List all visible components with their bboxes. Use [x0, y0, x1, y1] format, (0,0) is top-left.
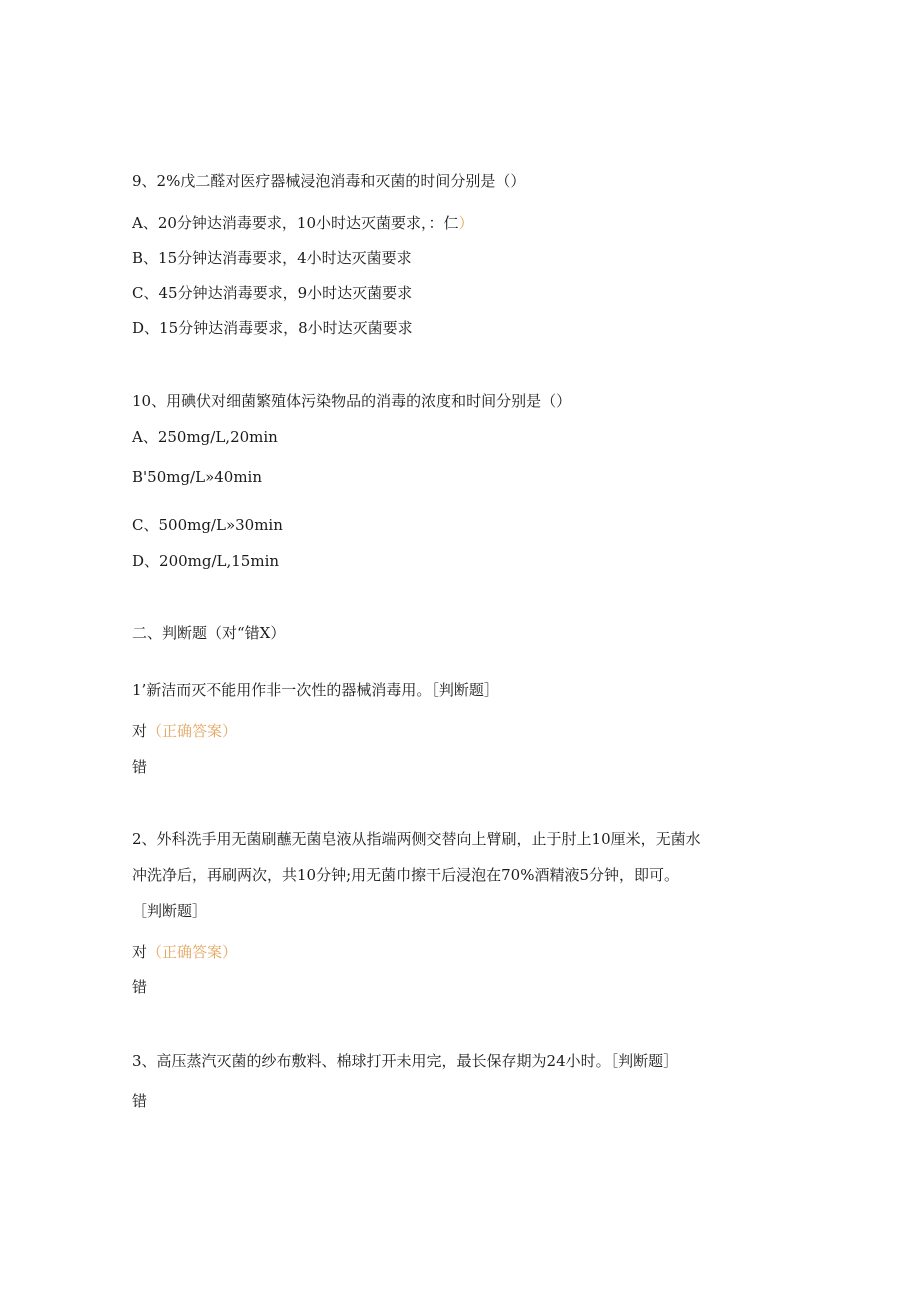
tf2-true-option	[132, 942, 237, 962]
q9-question: 9、2%戊二醛对医疗器械浸泡消毒和灭菌的时间分别是（）	[132, 172, 526, 190]
q10-option-a: A、250mg/L,20min	[132, 428, 278, 446]
tf2-true-label: 对	[132, 943, 148, 961]
q10-option-b: B'50mg/L»40min	[132, 468, 263, 486]
tf1-question: 1’新洁而灭不能用作非一次性的器械消毒用。［判断题］	[132, 681, 499, 699]
q9-option-a-text: A、20分钟达消毒要求，10小时达灭菌要求，：仁	[132, 214, 459, 232]
tf2-question-line2: 冲洗净后，再刷两次，共10分钟;用无菌巾擦干后浸泡在70%酒精液5分钟，即可。	[132, 866, 680, 884]
tf2-question-line1: 2、外科洗手用无菌刷蘸无菌皂液从指端两侧交替向上臂刷，止于肘上10厘米，无菌水	[132, 830, 701, 848]
tf1-true-option	[132, 721, 237, 741]
q10-option-c: C、500mg/L»30min	[132, 516, 283, 534]
tf1-false-option: 错	[132, 758, 148, 776]
q9-option-a	[132, 213, 474, 233]
tf2-correct-tag: （正确答案）	[147, 943, 238, 961]
tf2-false-option: 错	[132, 978, 148, 996]
tf1-correct-tag: （正确答案）	[147, 722, 238, 740]
tf1-true-label: 对	[132, 722, 148, 740]
q10-option-d: D、200mg/L,15min	[132, 552, 280, 570]
q9-option-a-mark: ）	[458, 214, 474, 232]
q9-option-b: B、15分钟达消毒要求，4小时达灭菌要求	[132, 249, 412, 267]
tf3-false-option: 错	[132, 1092, 148, 1110]
q9-option-d: D、15分钟达消毒要求，8小时达灭菌要求	[132, 319, 413, 337]
q10-question: 10、用碘伏对细菌繁殖体污染物品的消毒的浓度和时间分别是（）	[132, 392, 572, 410]
tf3-question: 3、高压蒸汽灭菌的纱布敷料、棉球打开未用完，最长保存期为24小时。［判断题］	[132, 1052, 679, 1070]
q9-option-c: C、45分钟达消毒要求，9小时达灭菌要求	[132, 284, 413, 302]
tf2-question-line3: ［判断题］	[132, 902, 208, 920]
section-heading: 二、判断题（对“错X）	[132, 624, 286, 642]
